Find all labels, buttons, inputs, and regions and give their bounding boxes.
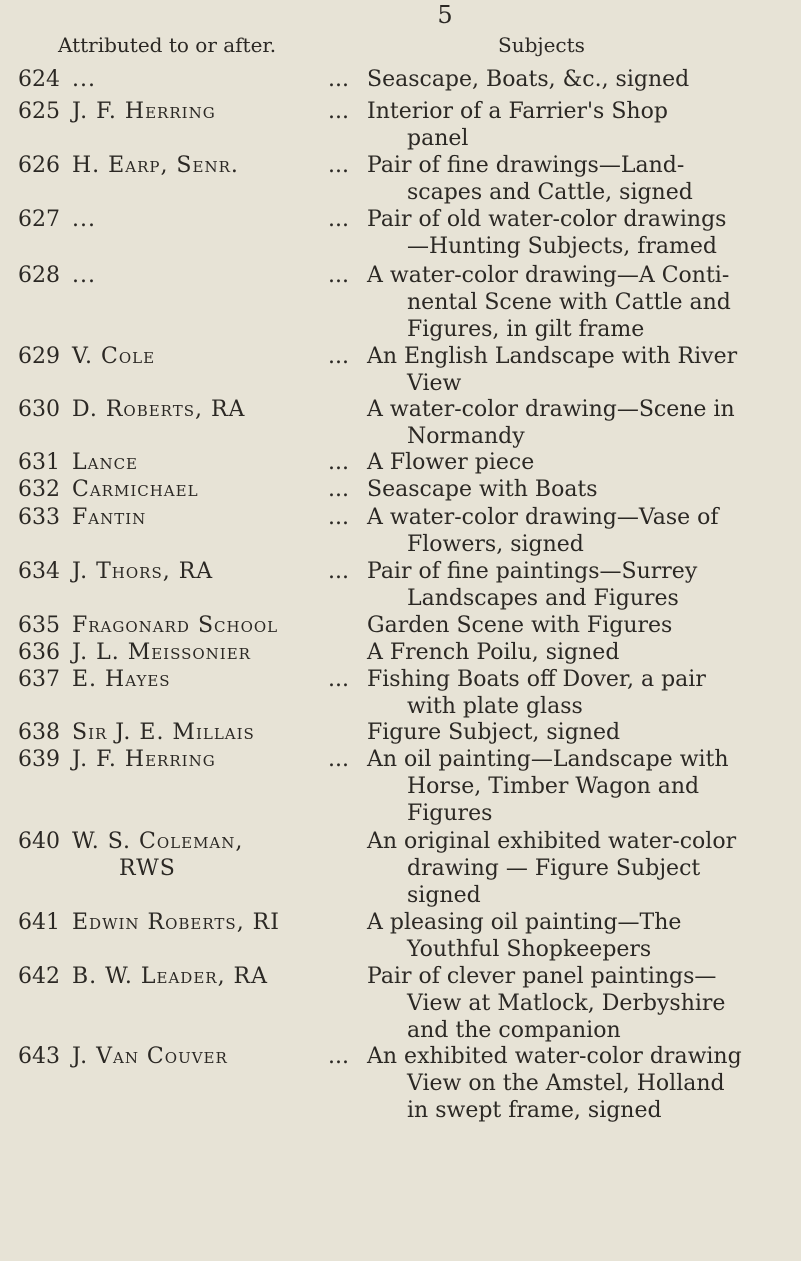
artist-name bbox=[72, 719, 312, 746]
lot-number: 626 bbox=[18, 153, 60, 178]
lot-number: 630 bbox=[18, 397, 60, 422]
subject-line-continued: View bbox=[407, 371, 462, 396]
subject-line: Pair of fine drawings—Land- bbox=[367, 153, 685, 178]
artist-line: Sir J. E. Millais bbox=[72, 720, 255, 745]
subject-line-continued: Youthful Shopkeepers bbox=[407, 937, 652, 962]
artist-name bbox=[72, 98, 312, 125]
lot-number: 643 bbox=[18, 1044, 60, 1069]
subject-line-continued: View at Matlock, Derbyshire bbox=[407, 991, 726, 1016]
lot-number: 625 bbox=[18, 99, 60, 124]
lot-number: 631 bbox=[18, 450, 60, 475]
subject-line-continued: Landscapes and Figures bbox=[407, 586, 679, 611]
leader-dots: ... bbox=[328, 67, 349, 92]
artist-line: J. L. Meissonier bbox=[72, 640, 251, 665]
artist-name bbox=[72, 828, 312, 882]
lot-number: 639 bbox=[18, 747, 60, 772]
header-subjects: Subjects bbox=[498, 33, 585, 57]
lot-number: 632 bbox=[18, 477, 60, 502]
subject-line: Seascape with Boats bbox=[367, 477, 598, 502]
subject-line: A pleasing oil painting—The bbox=[367, 910, 682, 935]
artist-name bbox=[72, 639, 312, 666]
leader-dots: ... bbox=[328, 667, 349, 692]
lot-number: 624 bbox=[18, 67, 60, 92]
subject-line: Seascape, Boats, &c., signed bbox=[367, 67, 690, 92]
subject-line: An exhibited water-color drawing bbox=[367, 1044, 742, 1069]
subject-description bbox=[367, 828, 777, 909]
artist-name bbox=[72, 262, 312, 289]
leader-dots: ... bbox=[328, 1044, 349, 1069]
artist-name bbox=[72, 909, 312, 936]
artist-name bbox=[72, 963, 312, 990]
artist-name bbox=[72, 1043, 312, 1070]
lot-number: 640 bbox=[18, 829, 60, 854]
subject-description bbox=[367, 746, 777, 827]
subject-line: Pair of clever panel paintings— bbox=[367, 964, 717, 989]
subject-description bbox=[367, 98, 777, 152]
subject-line: An English Landscape with River bbox=[367, 344, 738, 369]
artist-line: J. Thors, RA bbox=[72, 559, 214, 584]
subject-line-continued: and the companion bbox=[407, 1018, 621, 1043]
subject-line-continued: panel bbox=[407, 126, 469, 151]
subject-line-continued: drawing — Figure Subject bbox=[407, 856, 701, 881]
subject-description bbox=[367, 639, 777, 666]
subject-description bbox=[367, 719, 777, 746]
subject-line-continued: scapes and Cattle, signed bbox=[407, 180, 693, 205]
subject-description bbox=[367, 449, 777, 476]
page-number: 5 bbox=[437, 1, 453, 29]
subject-line-continued: Horse, Timber Wagon and bbox=[407, 774, 700, 799]
subject-description bbox=[367, 504, 777, 558]
lot-number: 637 bbox=[18, 667, 60, 692]
lot-number: 636 bbox=[18, 640, 60, 665]
leader-dots: ... bbox=[328, 505, 349, 530]
artist-name bbox=[72, 504, 312, 531]
subject-line-continued: with plate glass bbox=[407, 694, 583, 719]
artist-name bbox=[72, 449, 312, 476]
artist-line: J. Van Couver bbox=[72, 1044, 228, 1069]
subject-line: Garden Scene with Figures bbox=[367, 613, 673, 638]
artist-name bbox=[72, 152, 312, 179]
subject-description bbox=[367, 909, 777, 963]
artist-line: J. F. Herring bbox=[72, 747, 216, 772]
leader-dots: ... bbox=[328, 153, 349, 178]
artist-line: B. W. Leader, RA bbox=[72, 964, 269, 989]
artist-line: W. S. Coleman, bbox=[72, 829, 244, 854]
subject-description bbox=[367, 476, 777, 503]
header-attributed: Attributed to or after. bbox=[58, 33, 277, 57]
lot-number: 627 bbox=[18, 207, 60, 232]
subject-line-continued: Normandy bbox=[407, 424, 525, 449]
leader-dots: ... bbox=[328, 207, 349, 232]
subject-description bbox=[367, 206, 777, 260]
artist-line: ... bbox=[72, 263, 96, 288]
subject-line-continued: —Hunting Subjects, framed bbox=[407, 234, 717, 259]
subject-line-continued: Flowers, signed bbox=[407, 532, 584, 557]
subject-line: A French Poilu, signed bbox=[367, 640, 620, 665]
leader-dots: ... bbox=[328, 477, 349, 502]
lot-number: 633 bbox=[18, 505, 60, 530]
leader-dots: ... bbox=[328, 263, 349, 288]
lot-number: 641 bbox=[18, 910, 60, 935]
subject-description bbox=[367, 558, 777, 612]
artist-name bbox=[72, 558, 312, 585]
leader-dots: ... bbox=[328, 344, 349, 369]
artist-name bbox=[72, 666, 312, 693]
artist-name bbox=[72, 746, 312, 773]
leader-dots: ... bbox=[328, 99, 349, 124]
artist-line: Fragonard School bbox=[72, 613, 279, 638]
artist-line: D. Roberts, RA bbox=[72, 397, 246, 422]
lot-number: 635 bbox=[18, 613, 60, 638]
subject-line: Fishing Boats off Dover, a pair bbox=[367, 667, 706, 692]
subject-description bbox=[367, 262, 777, 343]
lot-number: 628 bbox=[18, 263, 60, 288]
artist-line: J. F. Herring bbox=[72, 99, 216, 124]
lot-number: 642 bbox=[18, 964, 60, 989]
lot-number: 638 bbox=[18, 720, 60, 745]
lot-number: 634 bbox=[18, 559, 60, 584]
artist-name bbox=[72, 343, 312, 370]
artist-line: Carmichael bbox=[72, 477, 199, 502]
subject-line: Pair of old water-color drawings bbox=[367, 207, 727, 232]
leader-dots: ... bbox=[328, 450, 349, 475]
artist-name bbox=[72, 476, 312, 503]
subject-line: A water-color drawing—Scene in bbox=[367, 397, 735, 422]
lot-number: 629 bbox=[18, 344, 60, 369]
leader-dots: ... bbox=[328, 559, 349, 584]
subject-line-continued: Figures, in gilt frame bbox=[407, 317, 645, 342]
artist-line: Lance bbox=[72, 450, 138, 475]
artist-line: Edwin Roberts, RI bbox=[72, 910, 280, 935]
artist-line: E. Hayes bbox=[72, 667, 171, 692]
subject-line: A Flower piece bbox=[367, 450, 535, 475]
artist-name bbox=[72, 396, 312, 423]
subject-description bbox=[367, 666, 777, 720]
subject-line-continued: View on the Amstel, Holland bbox=[407, 1071, 725, 1096]
subject-line: A water-color drawing—A Conti- bbox=[367, 263, 730, 288]
leader-dots: ... bbox=[328, 747, 349, 772]
subject-line-continued: nental Scene with Cattle and bbox=[407, 290, 731, 315]
artist-line: Fantin bbox=[72, 505, 147, 530]
subject-description bbox=[367, 612, 777, 639]
subject-description bbox=[367, 396, 777, 450]
subject-description bbox=[367, 152, 777, 206]
artist-name bbox=[72, 66, 312, 93]
subject-line: Interior of a Farrier's Shop bbox=[367, 99, 668, 124]
subject-description bbox=[367, 66, 777, 93]
subject-description bbox=[367, 963, 777, 1044]
subject-line-continued: in swept frame, signed bbox=[407, 1098, 662, 1123]
subject-line: Pair of fine paintings—Surrey bbox=[367, 559, 698, 584]
subject-line: A water-color drawing—Vase of bbox=[367, 505, 719, 530]
subject-line: An original exhibited water-color bbox=[367, 829, 737, 854]
subject-description bbox=[367, 1043, 777, 1124]
artist-line-2: RWS bbox=[119, 856, 176, 881]
subject-line-continued: Figures bbox=[407, 801, 493, 826]
subject-line-continued: signed bbox=[407, 883, 481, 908]
subject-line: Figure Subject, signed bbox=[367, 720, 621, 745]
artist-name bbox=[72, 612, 312, 639]
subject-line: An oil painting—Landscape with bbox=[367, 747, 729, 772]
subject-description bbox=[367, 343, 777, 397]
artist-line: ... bbox=[72, 67, 96, 92]
artist-name bbox=[72, 206, 312, 233]
artist-line: H. Earp, Senr. bbox=[72, 153, 239, 178]
artist-line: V. Cole bbox=[72, 344, 156, 369]
artist-line: ... bbox=[72, 207, 96, 232]
